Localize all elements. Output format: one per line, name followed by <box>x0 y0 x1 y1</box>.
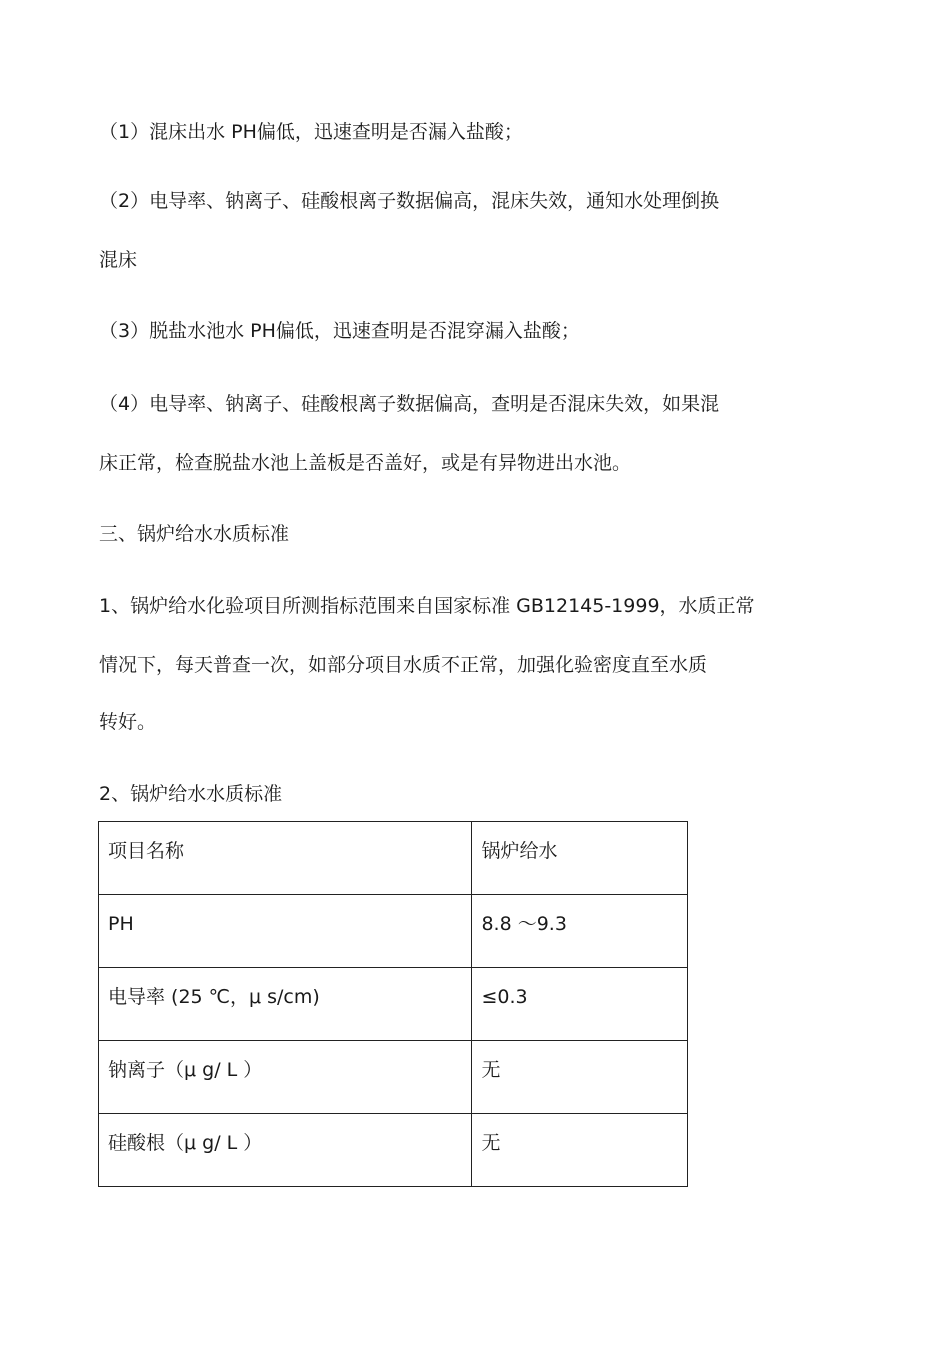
row-label: 电导率 (25 ℃，μ s/cm) <box>108 986 320 1008</box>
section-heading: 三、锅炉给水水质标准 <box>99 523 290 545</box>
item-1-line-1: 1、锅炉给水化验项目所测指标范围来自国家标准 GB12145-1999，水质正常 <box>99 595 755 617</box>
paragraph-4-cont: 床正常，检查脱盐水池上盖板是否盖好，或是有异物进出水池。 <box>99 452 632 474</box>
table-header-cell <box>99 822 472 895</box>
table-row <box>99 1114 688 1187</box>
table-row <box>99 1041 688 1114</box>
table-cell <box>472 1114 688 1187</box>
paragraph-2: （2）电导率、钠离子、硅酸根离子数据偏高，混床失效，通知水处理倒换 <box>99 190 720 212</box>
paragraph-4: （4）电导率、钠离子、硅酸根离子数据偏高，查明是否混床失效，如果混 <box>99 393 720 415</box>
row-label: 钠离子（μ g/ L ） <box>108 1059 263 1081</box>
row-label: 硅酸根（μ g/ L ） <box>108 1132 263 1154</box>
table-cell <box>99 895 472 968</box>
row-label: PH <box>108 913 134 935</box>
table-row <box>99 895 688 968</box>
table-header-cell <box>472 822 688 895</box>
item-1-line-2: 情况下，每天普查一次，如部分项目水质不正常，加强化验密度直至水质 <box>99 654 708 676</box>
table-cell <box>472 895 688 968</box>
row-value: 无 <box>481 1132 501 1154</box>
table-cell <box>99 968 472 1041</box>
paragraph-1: （1）混床出水 PH偏低，迅速查明是否漏入盐酸； <box>99 121 523 143</box>
table-header-row <box>99 822 688 895</box>
item-2-heading: 2、锅炉给水水质标准 <box>99 783 283 805</box>
row-value: ≤0.3 <box>481 986 528 1008</box>
table-cell <box>472 968 688 1041</box>
row-value: 无 <box>481 1059 501 1081</box>
paragraph-3: （3）脱盐水池水 PH偏低，迅速查明是否混穿漏入盐酸； <box>99 320 580 342</box>
table-cell <box>99 1114 472 1187</box>
table-cell <box>472 1041 688 1114</box>
row-value: 8.8 ～9.3 <box>481 913 567 935</box>
paragraph-2-cont: 混床 <box>99 249 138 271</box>
item-1-line-3: 转好。 <box>99 711 157 733</box>
table-row <box>99 968 688 1041</box>
water-quality-table <box>98 821 688 1187</box>
header-item-name: 项目名称 <box>108 840 185 862</box>
header-boiler-feed: 锅炉给水 <box>481 840 558 862</box>
table-cell <box>99 1041 472 1114</box>
